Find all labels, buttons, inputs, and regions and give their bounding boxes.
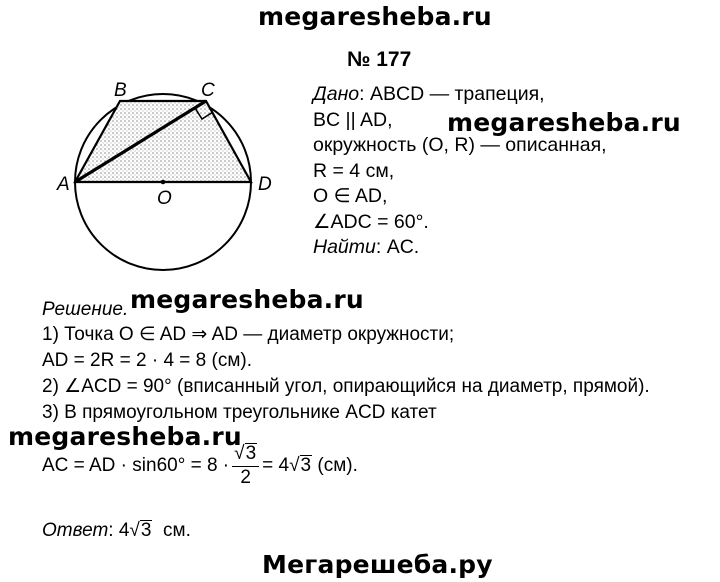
given-line-1: Дано: ABCD — трапеция, <box>313 83 545 105</box>
watermark-given: megaresheba.ru <box>447 108 681 137</box>
formula-sqrt: 3 <box>300 455 312 477</box>
watermark-bottom: Мегарешеба.ру <box>262 550 493 579</box>
given-line-4: R = 4 см, <box>313 159 395 182</box>
problem-number: № 177 <box>347 48 412 71</box>
watermark-top: megaresheba.ru <box>258 2 492 31</box>
label-c: C <box>201 80 215 101</box>
given-line-6: ∠ADC = 60°. <box>313 210 429 233</box>
solution-step-1b: AD = 2R = 2 · 4 = 8 (см). <box>42 350 253 371</box>
answer-line: Ответ: 4√3 см. <box>42 520 191 541</box>
solution-heading: Решение. <box>42 299 129 320</box>
given-block <box>313 82 607 261</box>
given-line-7: Найти: AC. <box>313 236 420 258</box>
solution-step-1: 1) Точка O ∈ AD ⇒ AD — диаметр окружности; <box>42 324 455 345</box>
solution-step-3: 3) В прямоугольном треугольнике ACD катет <box>42 402 437 423</box>
solution-step-2: 2) ∠ACD = 90° (вписанный угол, опирающийся на диаметр, прямой). <box>42 376 650 397</box>
watermark-left: megaresheba.ru <box>8 422 242 451</box>
label-d: D <box>258 174 272 195</box>
label-o: O <box>157 188 172 209</box>
geometry-figure <box>0 0 300 300</box>
given-label: Дано <box>313 83 360 105</box>
answer-label: Ответ <box>42 520 109 541</box>
find-label: Найти <box>313 236 376 258</box>
solution-formula: AC = AD · sin60° = 8 · $\frac{√3}{2}$ = 4√3 (см). <box>42 443 358 488</box>
given-line-3: окружность (O, R) — описанная, <box>313 134 607 156</box>
fraction-sqrt3-over-2: $\frac{√3}{2}$ <box>232 443 259 489</box>
given-line-2: BC || AD, <box>313 108 393 131</box>
given-line-5: O ∈ AD, <box>313 185 388 207</box>
watermark-solution: megaresheba.ru <box>130 285 364 314</box>
trapezoid-abcd <box>75 101 251 182</box>
label-a: A <box>57 174 70 195</box>
label-b: B <box>114 80 127 101</box>
answer-sqrt: 3 <box>140 520 152 541</box>
center-point-o <box>161 180 166 185</box>
